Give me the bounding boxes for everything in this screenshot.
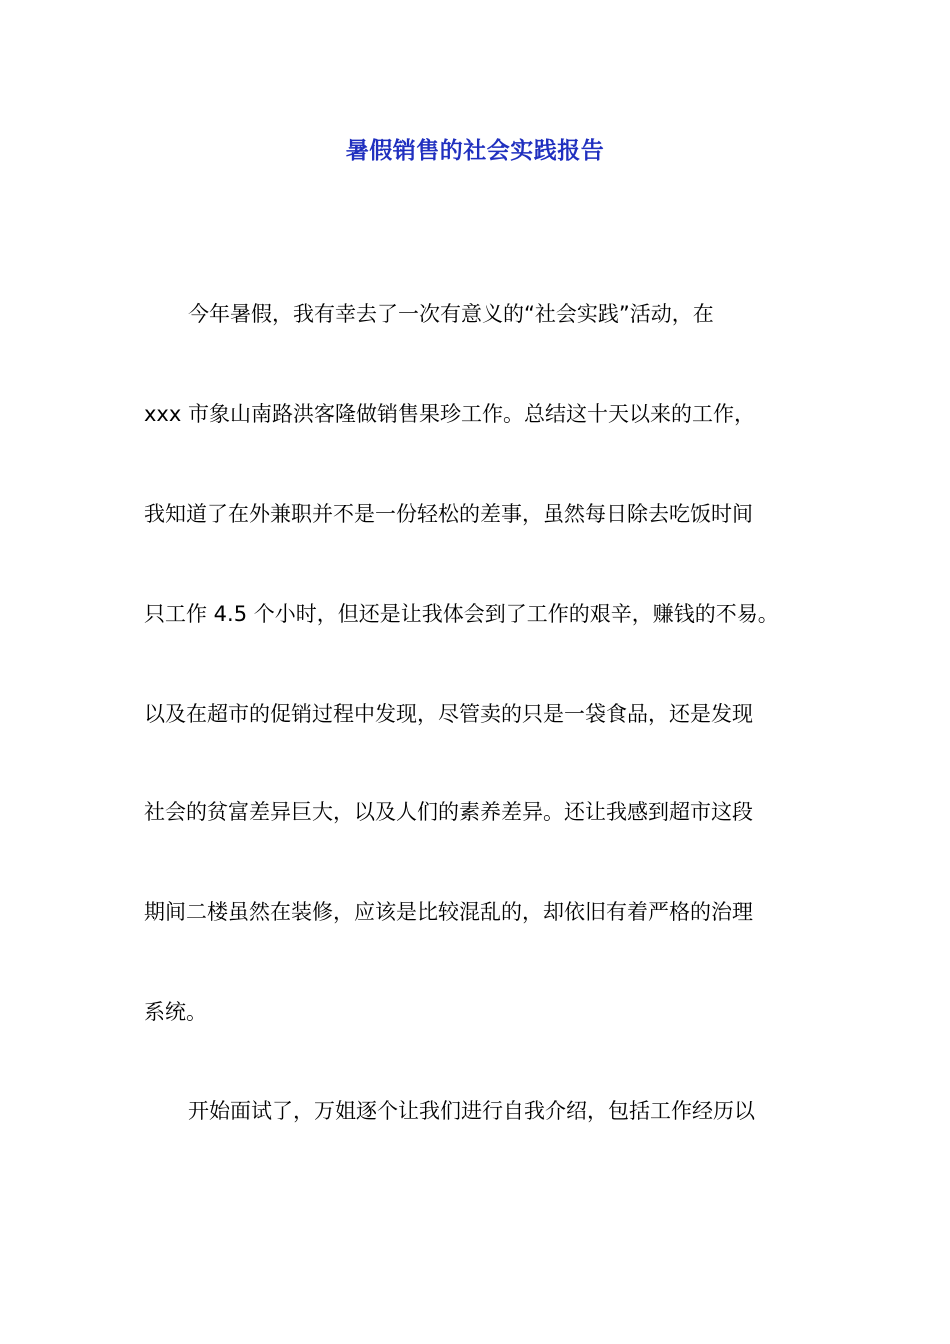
- paragraph-1-line-1: 今年暑假，我有幸去了一次有意义的“社会实践”活动，在: [188, 302, 714, 326]
- document-title: 暑假销售的社会实践报告: [345, 138, 605, 164]
- paragraph-1-line-5: 以及在超市的促销过程中发现，尽管卖的只是一袋食品，还是发现: [144, 702, 753, 726]
- paragraph-1-line-8: 系统。: [144, 1000, 207, 1024]
- paragraph-1-line-6: 社会的贫富差异巨大，以及人们的素养差异。还让我感到超市这段: [144, 800, 753, 824]
- paragraph-1-line-7: 期间二楼虽然在装修，应该是比较混乱的，却依旧有着严格的治理: [144, 900, 753, 924]
- paragraph-1-line-4: 只工作 4.5 个小时，但还是让我体会到了工作的艰辛，赚钱的不易。: [144, 602, 779, 626]
- paragraph-1-line-3: 我知道了在外兼职并不是一份轻松的差事，虽然每日除去吃饭时间: [144, 502, 753, 526]
- paragraph-2-line-1: 开始面试了，万姐逐个让我们进行自我介绍，包括工作经历以: [188, 1099, 755, 1123]
- paragraph-1-line-2: xxx 市象山南路洪客隆做销售果珍工作。总结这十天以来的工作，: [144, 402, 755, 426]
